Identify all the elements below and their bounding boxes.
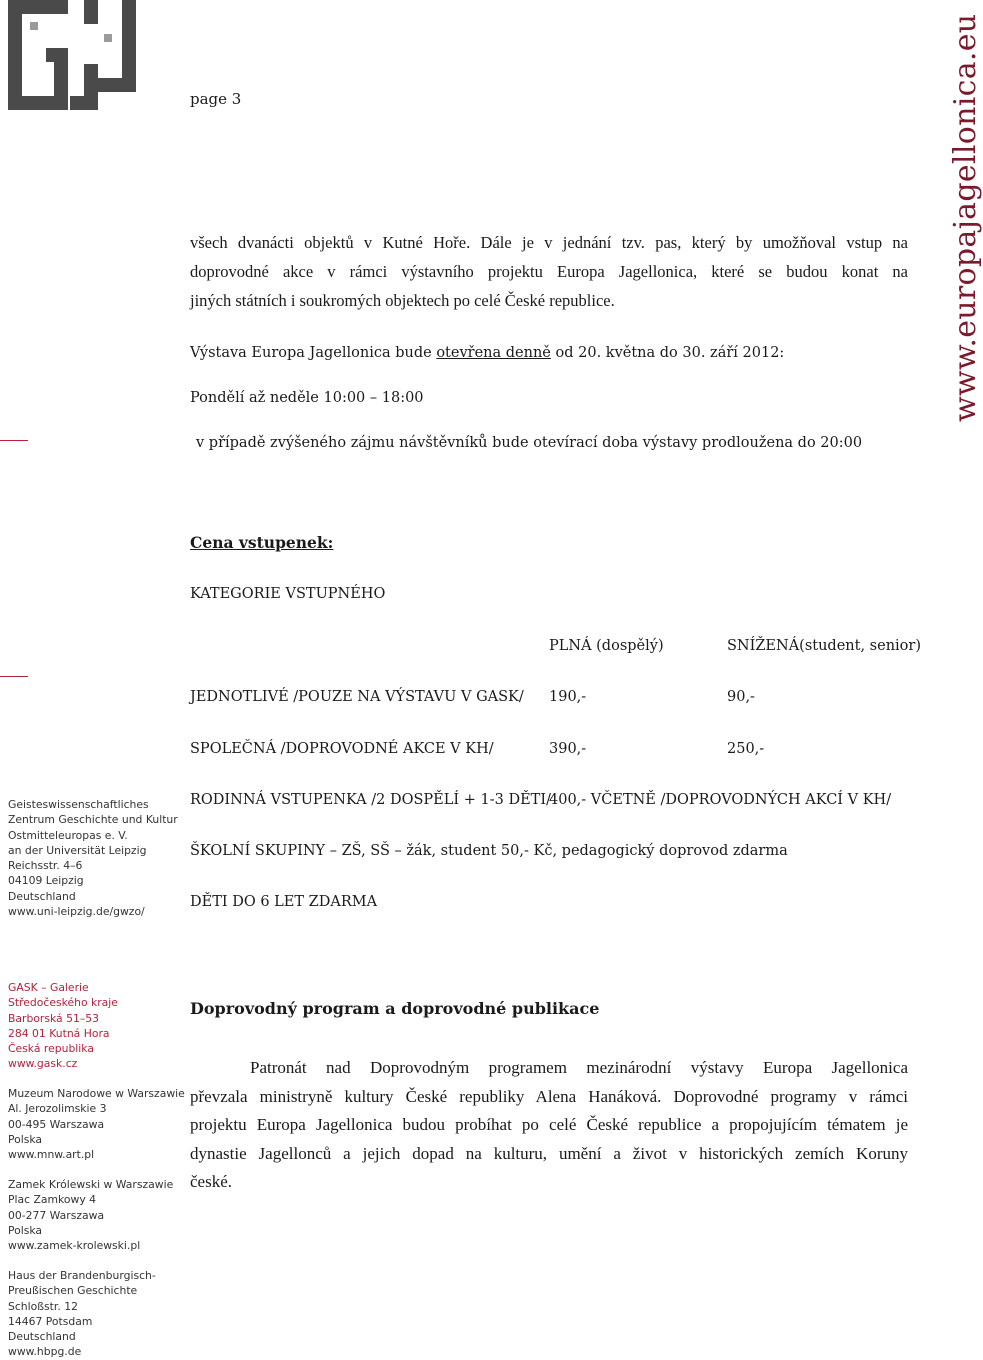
ej-logo (8, 0, 148, 110)
program-heading: Doprovodný program a doprovodné publikace (190, 999, 600, 1018)
program-line: dynastie Jagellonců a jejich dopad na kulturu, umění a život v historických zemích Koruny (190, 1143, 908, 1163)
program-line: převzala ministryně kultury České republiky Alena Hanáková. Doprovodné programy v rámci (190, 1086, 908, 1106)
page-number: page 3 (190, 90, 242, 108)
address-gask (8, 980, 118, 1072)
school-groups: ŠKOLNÍ SKUPINY – ZŠ, SŠ – žák, student 50,- Kč, pedagogický doprovod zdarma (190, 843, 788, 859)
address-line: Zamek Królewski w Warszawie (8, 1178, 174, 1191)
address-line: Polska (8, 1132, 43, 1146)
address-mnw (8, 1086, 185, 1162)
address-line: 14467 Potsdam (8, 1314, 93, 1328)
address-link[interactable]: www.zamek-krolewski.pl (8, 1239, 141, 1253)
address-line: Barborská 51–53 (8, 1011, 99, 1025)
address-line: GASK – Galerie (8, 981, 89, 994)
exhibition-underlined: otevřena denně (436, 345, 551, 361)
intro-line: doprovodné akce v rámci výstavního projektu Europa Jagellonica, které se budou konat na (190, 262, 908, 281)
col-reduced-header: SNÍŽENÁ(student, senior) (727, 638, 921, 654)
intro-paragraph (190, 228, 908, 315)
exhibition-dates (190, 345, 784, 361)
address-zamek (8, 1177, 173, 1253)
address-link[interactable]: www.gask.cz (8, 1057, 78, 1071)
intro-line: všech dvanácti objektů v Kutné Hoře. Dále je v jednání tzv. pas, který by umožňoval vstup na (190, 233, 908, 252)
address-link[interactable]: www.uni-leipzig.de/gwzo/ (8, 905, 145, 919)
address-line: Schloßstr. 12 (8, 1299, 78, 1313)
address-link[interactable]: www.hbpg.de (8, 1345, 82, 1359)
ticket-row-reduced: 90,- (727, 689, 755, 705)
ticket-row-name: JEDNOTLIVÉ /POUZE NA VÝSTAVU V GASK/ (190, 689, 524, 705)
category-label: KATEGORIE VSTUPNÉHO (190, 586, 386, 602)
address-line: Reichsstr. 4–6 (8, 859, 83, 873)
address-link[interactable]: www.mnw.art.pl (8, 1148, 95, 1162)
opening-hours: Pondělí až neděle 10:00 – 18:00 (190, 390, 424, 406)
address-line: Deutschland (8, 1330, 76, 1344)
address-gwzo (8, 797, 178, 919)
address-line: Haus der Brandenburgisch- (8, 1269, 156, 1282)
exhibition-suffix: od 20. května do 30. září 2012: (550, 345, 785, 361)
intro-line: jiných státních i soukromých objektech po celé České republice. (190, 291, 615, 310)
address-line: Preußischen Geschichte (8, 1284, 138, 1298)
address-line: 00-495 Warszawa (8, 1117, 105, 1131)
family-ticket-name: RODINNÁ VSTUPENKA /2 DOSPĚLÍ + 1-3 DĚTI/ (190, 792, 551, 808)
tickets-heading: Cena vstupenek: (190, 533, 334, 552)
margin-marker (0, 676, 28, 677)
family-ticket-price: 400,- VČETNĚ /DOPROVODNÝCH AKCÍ V KH/ (549, 792, 892, 808)
program-paragraph (190, 1054, 908, 1197)
program-line: projektu Europa Jagellonica budou probíhat po celé České republice a propojujícím tématem je (190, 1115, 908, 1134)
extended-hours-note: v případě zvýšeného zájmu návštěvníků bude otevírací doba výstavy prodloužena do 20:00 (196, 435, 863, 451)
address-line: 04109 Leipzig (8, 874, 84, 888)
address-line: Středočeského kraje (8, 996, 118, 1010)
address-line: Muzeum Narodowe w Warszawie (8, 1087, 185, 1100)
col-full-header: PLNÁ (dospělý) (549, 638, 664, 654)
ticket-row-full: 390,- (549, 741, 587, 757)
children-free: DĚTI DO 6 LET ZDARMA (190, 894, 378, 910)
address-line: Česká republika (8, 1042, 94, 1056)
address-line: Deutschland (8, 889, 76, 903)
ticket-row-full: 190,- (549, 689, 587, 705)
address-hbpg (8, 1268, 156, 1360)
address-line: Ostmitteleuropas e. V. (8, 828, 128, 842)
address-line: Polska (8, 1223, 43, 1237)
ticket-row-name: SPOLEČNÁ /DOPROVODNÉ AKCE V KH/ (190, 741, 494, 757)
ticket-row-reduced: 250,- (727, 741, 765, 757)
address-line: an der Universität Leipzig (8, 843, 147, 857)
program-line: české. (190, 1172, 233, 1191)
address-line: 284 01 Kutná Hora (8, 1026, 110, 1040)
address-line: 00-277 Warszawa (8, 1208, 105, 1222)
address-line: Zentrum Geschichte und Kultur (8, 813, 178, 827)
address-line: Plac Zamkowy 4 (8, 1193, 97, 1207)
exhibition-prefix: Výstava Europa Jagellonica bude (190, 345, 437, 361)
side-url-text[interactable]: www.europajagellonica.eu (948, 13, 983, 422)
margin-marker (0, 440, 28, 441)
program-line: Patronát nad Doprovodným programem mezinárodní výstavy Europa Jagellonica (250, 1058, 908, 1077)
address-line: Geisteswissenschaftliches (8, 798, 149, 811)
side-url[interactable] (912, 13, 983, 422)
address-line: Al. Jerozolimskie 3 (8, 1102, 107, 1116)
